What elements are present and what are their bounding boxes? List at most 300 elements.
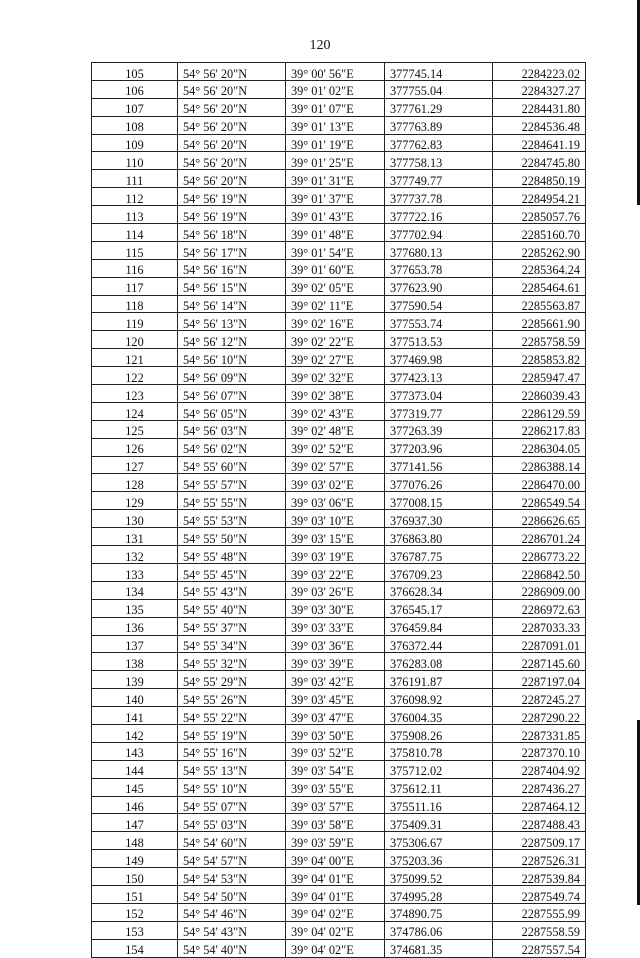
y-coordinate-cell: 2287549.74 (493, 885, 586, 903)
y-coordinate-cell: 2284745.80 (493, 152, 586, 170)
y-coordinate-cell: 2287539.84 (493, 868, 586, 886)
longitude-cell: 39° 03' 06"E (286, 492, 385, 510)
latitude-cell: 54° 55' 60"N (178, 456, 286, 474)
point-number-cell: 142 (92, 724, 178, 742)
table-row (92, 402, 586, 420)
point-number-cell: 151 (92, 885, 178, 903)
latitude-cell: 54° 55' 37"N (178, 617, 286, 635)
longitude-cell: 39° 02' 43"E (286, 402, 385, 420)
y-coordinate-cell: 2286217.83 (493, 420, 586, 438)
y-coordinate-cell: 2286129.59 (493, 402, 586, 420)
longitude-cell: 39° 03' 33"E (286, 617, 385, 635)
y-coordinate-cell: 2284431.80 (493, 98, 586, 116)
y-coordinate-cell: 2287558.59 (493, 921, 586, 939)
longitude-cell: 39° 03' 39"E (286, 653, 385, 671)
point-number-cell: 123 (92, 385, 178, 403)
longitude-cell: 39° 03' 45"E (286, 689, 385, 707)
latitude-cell: 54° 55' 07"N (178, 796, 286, 814)
point-number-cell: 136 (92, 617, 178, 635)
table-row (92, 277, 586, 295)
point-number-cell: 146 (92, 796, 178, 814)
point-number-cell: 108 (92, 116, 178, 134)
table-row (92, 707, 586, 725)
table-row (92, 188, 586, 206)
y-coordinate-cell: 2285563.87 (493, 295, 586, 313)
latitude-cell: 54° 55' 45"N (178, 563, 286, 581)
y-coordinate-cell: 2285758.59 (493, 331, 586, 349)
point-number-cell: 150 (92, 868, 178, 886)
x-coordinate-cell: 374681.35 (385, 939, 493, 957)
x-coordinate-cell: 376937.30 (385, 510, 493, 528)
point-number-cell: 144 (92, 760, 178, 778)
table-row (92, 438, 586, 456)
table-row (92, 63, 586, 81)
y-coordinate-cell: 2287370.10 (493, 742, 586, 760)
latitude-cell: 54° 56' 13"N (178, 313, 286, 331)
x-coordinate-cell: 376372.44 (385, 635, 493, 653)
latitude-cell: 54° 55' 50"N (178, 528, 286, 546)
table-row (92, 385, 586, 403)
y-coordinate-cell: 2286549.54 (493, 492, 586, 510)
point-number-cell: 139 (92, 671, 178, 689)
longitude-cell: 39° 03' 22"E (286, 563, 385, 581)
point-number-cell: 105 (92, 63, 178, 81)
latitude-cell: 54° 56' 20"N (178, 170, 286, 188)
longitude-cell: 39° 03' 36"E (286, 635, 385, 653)
table-row (92, 474, 586, 492)
longitude-cell: 39° 02' 52"E (286, 438, 385, 456)
point-number-cell: 143 (92, 742, 178, 760)
point-number-cell: 112 (92, 188, 178, 206)
x-coordinate-cell: 377423.13 (385, 367, 493, 385)
y-coordinate-cell: 2284327.27 (493, 80, 586, 98)
point-number-cell: 154 (92, 939, 178, 957)
x-coordinate-cell: 377763.89 (385, 116, 493, 134)
x-coordinate-cell: 377755.04 (385, 80, 493, 98)
latitude-cell: 54° 55' 10"N (178, 778, 286, 796)
x-coordinate-cell: 377758.13 (385, 152, 493, 170)
x-coordinate-cell: 376787.75 (385, 546, 493, 564)
y-coordinate-cell: 2285364.24 (493, 259, 586, 277)
longitude-cell: 39° 03' 47"E (286, 707, 385, 725)
y-coordinate-cell: 2286773.22 (493, 546, 586, 564)
latitude-cell: 54° 56' 18"N (178, 224, 286, 242)
longitude-cell: 39° 01' 60"E (286, 259, 385, 277)
y-coordinate-cell: 2287331.85 (493, 724, 586, 742)
x-coordinate-cell: 376628.34 (385, 581, 493, 599)
y-coordinate-cell: 2287488.43 (493, 814, 586, 832)
latitude-cell: 54° 55' 53"N (178, 510, 286, 528)
longitude-cell: 39° 02' 16"E (286, 313, 385, 331)
table-row (92, 206, 586, 224)
point-number-cell: 133 (92, 563, 178, 581)
latitude-cell: 54° 55' 55"N (178, 492, 286, 510)
point-number-cell: 145 (92, 778, 178, 796)
table-row (92, 134, 586, 152)
latitude-cell: 54° 56' 14"N (178, 295, 286, 313)
x-coordinate-cell: 376098.92 (385, 689, 493, 707)
longitude-cell: 39° 01' 54"E (286, 241, 385, 259)
table-row (92, 528, 586, 546)
y-coordinate-cell: 2285160.70 (493, 224, 586, 242)
point-number-cell: 125 (92, 420, 178, 438)
y-coordinate-cell: 2287245.27 (493, 689, 586, 707)
table-row (92, 832, 586, 850)
x-coordinate-cell: 377553.74 (385, 313, 493, 331)
x-coordinate-cell: 377141.56 (385, 456, 493, 474)
longitude-cell: 39° 01' 02"E (286, 80, 385, 98)
table-row (92, 903, 586, 921)
x-coordinate-cell: 377702.94 (385, 224, 493, 242)
longitude-cell: 39° 03' 52"E (286, 742, 385, 760)
latitude-cell: 54° 56' 19"N (178, 188, 286, 206)
x-coordinate-cell: 377076.26 (385, 474, 493, 492)
longitude-cell: 39° 01' 07"E (286, 98, 385, 116)
latitude-cell: 54° 56' 09"N (178, 367, 286, 385)
table-row (92, 546, 586, 564)
longitude-cell: 39° 03' 02"E (286, 474, 385, 492)
longitude-cell: 39° 03' 15"E (286, 528, 385, 546)
point-number-cell: 107 (92, 98, 178, 116)
y-coordinate-cell: 2286626.65 (493, 510, 586, 528)
table-row (92, 581, 586, 599)
table-row (92, 850, 586, 868)
y-coordinate-cell: 2286701.24 (493, 528, 586, 546)
point-number-cell: 134 (92, 581, 178, 599)
point-number-cell: 114 (92, 224, 178, 242)
y-coordinate-cell: 2287464.12 (493, 796, 586, 814)
x-coordinate-cell: 375409.31 (385, 814, 493, 832)
x-coordinate-cell: 377749.77 (385, 170, 493, 188)
y-coordinate-cell: 2287091.01 (493, 635, 586, 653)
x-coordinate-cell: 377737.78 (385, 188, 493, 206)
y-coordinate-cell: 2287197.04 (493, 671, 586, 689)
y-coordinate-cell: 2287526.31 (493, 850, 586, 868)
latitude-cell: 54° 56' 19"N (178, 206, 286, 224)
table-row (92, 420, 586, 438)
longitude-cell: 39° 03' 50"E (286, 724, 385, 742)
table-row (92, 98, 586, 116)
longitude-cell: 39° 00' 56"E (286, 63, 385, 81)
x-coordinate-cell: 376004.35 (385, 707, 493, 725)
table-row (92, 224, 586, 242)
table-row (92, 778, 586, 796)
latitude-cell: 54° 54' 57"N (178, 850, 286, 868)
point-number-cell: 117 (92, 277, 178, 295)
point-number-cell: 152 (92, 903, 178, 921)
y-coordinate-cell: 2287145.60 (493, 653, 586, 671)
y-coordinate-cell: 2285661.90 (493, 313, 586, 331)
table-row (92, 349, 586, 367)
y-coordinate-cell: 2286039.43 (493, 385, 586, 403)
x-coordinate-cell: 375099.52 (385, 868, 493, 886)
table-row (92, 456, 586, 474)
x-coordinate-cell: 376459.84 (385, 617, 493, 635)
latitude-cell: 54° 56' 20"N (178, 116, 286, 134)
longitude-cell: 39° 04' 00"E (286, 850, 385, 868)
latitude-cell: 54° 55' 29"N (178, 671, 286, 689)
longitude-cell: 39° 04' 02"E (286, 903, 385, 921)
table-row (92, 635, 586, 653)
latitude-cell: 54° 55' 57"N (178, 474, 286, 492)
table-row (92, 259, 586, 277)
point-number-cell: 113 (92, 206, 178, 224)
y-coordinate-cell: 2284536.48 (493, 116, 586, 134)
longitude-cell: 39° 04' 01"E (286, 868, 385, 886)
longitude-cell: 39° 02' 27"E (286, 349, 385, 367)
y-coordinate-cell: 2284223.02 (493, 63, 586, 81)
x-coordinate-cell: 375712.02 (385, 760, 493, 778)
longitude-cell: 39° 03' 19"E (286, 546, 385, 564)
latitude-cell: 54° 55' 40"N (178, 599, 286, 617)
latitude-cell: 54° 56' 20"N (178, 80, 286, 98)
longitude-cell: 39° 02' 05"E (286, 277, 385, 295)
table-row (92, 313, 586, 331)
point-number-cell: 129 (92, 492, 178, 510)
latitude-cell: 54° 56' 15"N (178, 277, 286, 295)
point-number-cell: 110 (92, 152, 178, 170)
x-coordinate-cell: 377469.98 (385, 349, 493, 367)
point-number-cell: 118 (92, 295, 178, 313)
latitude-cell: 54° 54' 46"N (178, 903, 286, 921)
table-row (92, 921, 586, 939)
longitude-cell: 39° 01' 31"E (286, 170, 385, 188)
x-coordinate-cell: 377513.53 (385, 331, 493, 349)
y-coordinate-cell: 2287290.22 (493, 707, 586, 725)
y-coordinate-cell: 2285947.47 (493, 367, 586, 385)
x-coordinate-cell: 377203.96 (385, 438, 493, 456)
x-coordinate-cell: 377008.15 (385, 492, 493, 510)
y-coordinate-cell: 2286470.00 (493, 474, 586, 492)
y-coordinate-cell: 2287555.99 (493, 903, 586, 921)
latitude-cell: 54° 56' 20"N (178, 63, 286, 81)
longitude-cell: 39° 01' 48"E (286, 224, 385, 242)
table-row (92, 152, 586, 170)
longitude-cell: 39° 02' 48"E (286, 420, 385, 438)
point-number-cell: 140 (92, 689, 178, 707)
table-row (92, 295, 586, 313)
point-number-cell: 132 (92, 546, 178, 564)
point-number-cell: 109 (92, 134, 178, 152)
longitude-cell: 39° 03' 58"E (286, 814, 385, 832)
x-coordinate-cell: 377762.83 (385, 134, 493, 152)
longitude-cell: 39° 04' 01"E (286, 885, 385, 903)
x-coordinate-cell: 377761.29 (385, 98, 493, 116)
point-number-cell: 106 (92, 80, 178, 98)
x-coordinate-cell: 377653.78 (385, 259, 493, 277)
y-coordinate-cell: 2287436.27 (493, 778, 586, 796)
latitude-cell: 54° 55' 34"N (178, 635, 286, 653)
y-coordinate-cell: 2284641.19 (493, 134, 586, 152)
x-coordinate-cell: 376283.08 (385, 653, 493, 671)
table-row (92, 689, 586, 707)
longitude-cell: 39° 01' 19"E (286, 134, 385, 152)
latitude-cell: 54° 56' 05"N (178, 402, 286, 420)
table-row (92, 367, 586, 385)
latitude-cell: 54° 56' 17"N (178, 241, 286, 259)
point-number-cell: 147 (92, 814, 178, 832)
longitude-cell: 39° 01' 13"E (286, 116, 385, 134)
y-coordinate-cell: 2286909.00 (493, 581, 586, 599)
latitude-cell: 54° 56' 03"N (178, 420, 286, 438)
y-coordinate-cell: 2286842.50 (493, 563, 586, 581)
longitude-cell: 39° 03' 30"E (286, 599, 385, 617)
table-row (92, 331, 586, 349)
point-number-cell: 137 (92, 635, 178, 653)
latitude-cell: 54° 55' 13"N (178, 760, 286, 778)
table-row (92, 80, 586, 98)
longitude-cell: 39° 01' 43"E (286, 206, 385, 224)
point-number-cell: 119 (92, 313, 178, 331)
latitude-cell: 54° 55' 26"N (178, 689, 286, 707)
point-number-cell: 122 (92, 367, 178, 385)
latitude-cell: 54° 56' 20"N (178, 98, 286, 116)
longitude-cell: 39° 02' 11"E (286, 295, 385, 313)
point-number-cell: 116 (92, 259, 178, 277)
latitude-cell: 54° 56' 02"N (178, 438, 286, 456)
x-coordinate-cell: 375612.11 (385, 778, 493, 796)
x-coordinate-cell: 375908.26 (385, 724, 493, 742)
page-number: 120 (309, 38, 331, 53)
table-row (92, 671, 586, 689)
latitude-cell: 54° 54' 43"N (178, 921, 286, 939)
x-coordinate-cell: 374786.06 (385, 921, 493, 939)
latitude-cell: 54° 56' 20"N (178, 152, 286, 170)
y-coordinate-cell: 2287509.17 (493, 832, 586, 850)
y-coordinate-cell: 2286388.14 (493, 456, 586, 474)
latitude-cell: 54° 55' 03"N (178, 814, 286, 832)
table-row (92, 814, 586, 832)
point-number-cell: 130 (92, 510, 178, 528)
point-number-cell: 127 (92, 456, 178, 474)
x-coordinate-cell: 377373.04 (385, 385, 493, 403)
table-row (92, 599, 586, 617)
table-row (92, 510, 586, 528)
latitude-cell: 54° 56' 20"N (178, 134, 286, 152)
longitude-cell: 39° 03' 42"E (286, 671, 385, 689)
table-row (92, 116, 586, 134)
table-row (92, 724, 586, 742)
x-coordinate-cell: 377680.13 (385, 241, 493, 259)
longitude-cell: 39° 03' 57"E (286, 796, 385, 814)
latitude-cell: 54° 54' 60"N (178, 832, 286, 850)
table-row (92, 796, 586, 814)
point-number-cell: 115 (92, 241, 178, 259)
x-coordinate-cell: 377590.54 (385, 295, 493, 313)
latitude-cell: 54° 54' 53"N (178, 868, 286, 886)
x-coordinate-cell: 376709.23 (385, 563, 493, 581)
y-coordinate-cell: 2287557.54 (493, 939, 586, 957)
longitude-cell: 39° 03' 10"E (286, 510, 385, 528)
latitude-cell: 54° 56' 12"N (178, 331, 286, 349)
point-number-cell: 126 (92, 438, 178, 456)
x-coordinate-cell: 375511.16 (385, 796, 493, 814)
latitude-cell: 54° 55' 43"N (178, 581, 286, 599)
longitude-cell: 39° 02' 57"E (286, 456, 385, 474)
table-row (92, 653, 586, 671)
point-number-cell: 148 (92, 832, 178, 850)
table-row (92, 492, 586, 510)
table-row (92, 170, 586, 188)
x-coordinate-cell: 375306.67 (385, 832, 493, 850)
x-coordinate-cell: 376863.80 (385, 528, 493, 546)
x-coordinate-cell: 377263.39 (385, 420, 493, 438)
longitude-cell: 39° 03' 54"E (286, 760, 385, 778)
table-row (92, 885, 586, 903)
point-number-cell: 124 (92, 402, 178, 420)
coordinates-table (91, 62, 586, 958)
latitude-cell: 54° 55' 16"N (178, 742, 286, 760)
y-coordinate-cell: 2284850.19 (493, 170, 586, 188)
y-coordinate-cell: 2285464.61 (493, 277, 586, 295)
longitude-cell: 39° 02' 38"E (286, 385, 385, 403)
latitude-cell: 54° 56' 16"N (178, 259, 286, 277)
latitude-cell: 54° 55' 32"N (178, 653, 286, 671)
x-coordinate-cell: 377319.77 (385, 402, 493, 420)
point-number-cell: 121 (92, 349, 178, 367)
table-row (92, 742, 586, 760)
latitude-cell: 54° 55' 48"N (178, 546, 286, 564)
longitude-cell: 39° 02' 22"E (286, 331, 385, 349)
y-coordinate-cell: 2286304.05 (493, 438, 586, 456)
table-row (92, 760, 586, 778)
point-number-cell: 141 (92, 707, 178, 725)
point-number-cell: 131 (92, 528, 178, 546)
longitude-cell: 39° 02' 32"E (286, 367, 385, 385)
point-number-cell: 128 (92, 474, 178, 492)
point-number-cell: 111 (92, 170, 178, 188)
x-coordinate-cell: 374995.28 (385, 885, 493, 903)
y-coordinate-cell: 2286972.63 (493, 599, 586, 617)
point-number-cell: 135 (92, 599, 178, 617)
x-coordinate-cell: 374890.75 (385, 903, 493, 921)
y-coordinate-cell: 2287404.92 (493, 760, 586, 778)
longitude-cell: 39° 03' 55"E (286, 778, 385, 796)
latitude-cell: 54° 54' 50"N (178, 885, 286, 903)
coordinates-table-body (92, 63, 586, 958)
longitude-cell: 39° 03' 26"E (286, 581, 385, 599)
x-coordinate-cell: 377623.90 (385, 277, 493, 295)
longitude-cell: 39° 04' 02"E (286, 939, 385, 957)
latitude-cell: 54° 55' 22"N (178, 707, 286, 725)
y-coordinate-cell: 2285057.76 (493, 206, 586, 224)
y-coordinate-cell: 2285853.82 (493, 349, 586, 367)
point-number-cell: 120 (92, 331, 178, 349)
point-number-cell: 138 (92, 653, 178, 671)
table-row (92, 241, 586, 259)
table-row (92, 939, 586, 957)
x-coordinate-cell: 375810.78 (385, 742, 493, 760)
x-coordinate-cell: 377745.14 (385, 63, 493, 81)
table-row (92, 868, 586, 886)
longitude-cell: 39° 03' 59"E (286, 832, 385, 850)
point-number-cell: 153 (92, 921, 178, 939)
y-coordinate-cell: 2287033.33 (493, 617, 586, 635)
y-coordinate-cell: 2285262.90 (493, 241, 586, 259)
latitude-cell: 54° 56' 10"N (178, 349, 286, 367)
y-coordinate-cell: 2284954.21 (493, 188, 586, 206)
x-coordinate-cell: 376191.87 (385, 671, 493, 689)
x-coordinate-cell: 377722.16 (385, 206, 493, 224)
point-number-cell: 149 (92, 850, 178, 868)
x-coordinate-cell: 376545.17 (385, 599, 493, 617)
longitude-cell: 39° 01' 25"E (286, 152, 385, 170)
table-row (92, 617, 586, 635)
longitude-cell: 39° 04' 02"E (286, 921, 385, 939)
x-coordinate-cell: 375203.36 (385, 850, 493, 868)
latitude-cell: 54° 55' 19"N (178, 724, 286, 742)
latitude-cell: 54° 54' 40"N (178, 939, 286, 957)
